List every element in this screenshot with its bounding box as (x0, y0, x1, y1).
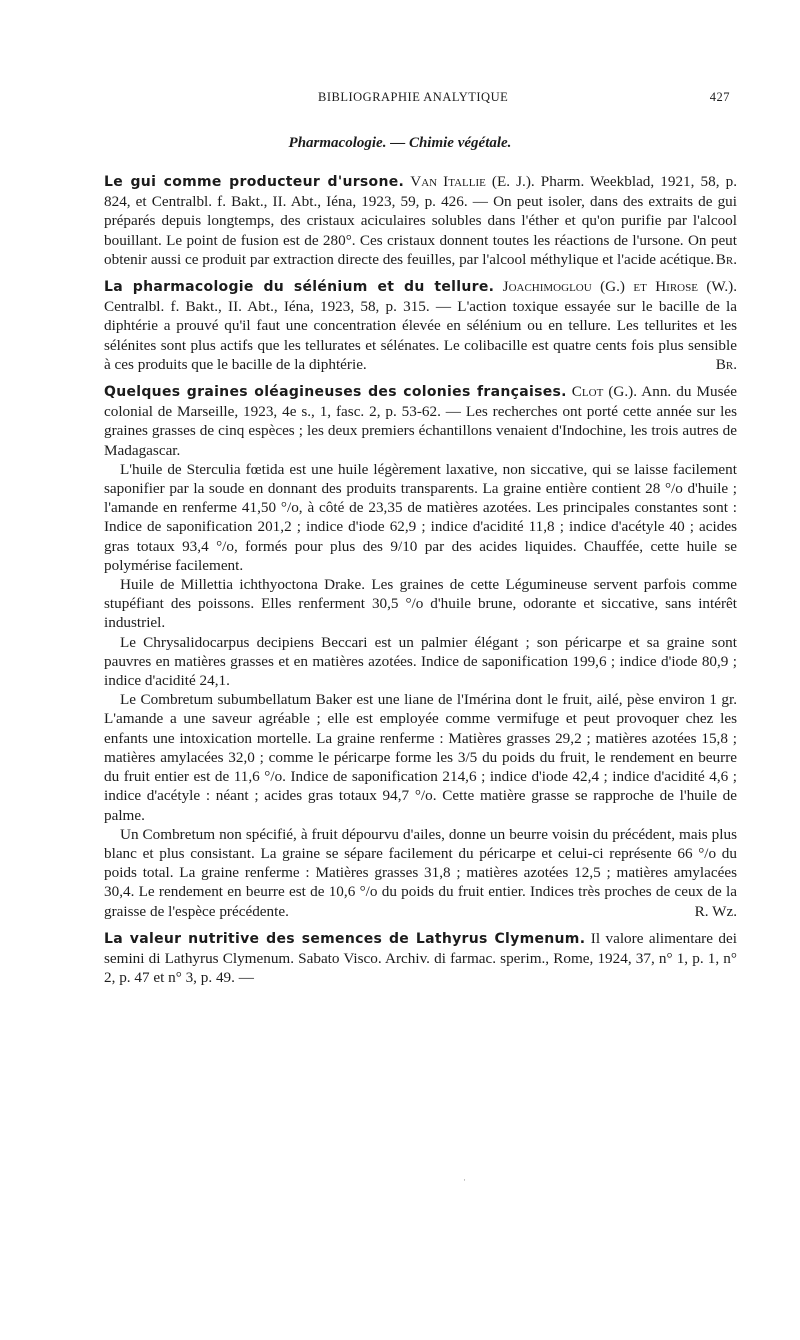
entry-signature: Br. (715, 355, 737, 373)
paragraph-millettia: Huile de Millettia ichthyoctona Drake. Les graines de cette Légumineuse servent parfois comme stupéfiant des poissons. Elles renferment 30,5 °/o d'huile brune, odorante et siccative, sans intérêt industriel. (104, 576, 737, 632)
running-header (100, 90, 730, 108)
entry-author: Il valore alimentare dei semini di Lathyrus Clymenum. Sabato Visco. (104, 929, 737, 967)
entry-title: La pharmacologie du sélénium et du tellure. (104, 279, 495, 296)
article-body (104, 172, 737, 995)
entry-title: Le gui comme producteur d'ursone. (104, 174, 405, 190)
entry-head (104, 382, 737, 460)
entry-author: Clot (G.). (571, 383, 638, 401)
entry-selenium (104, 277, 737, 374)
entry-graines (104, 382, 737, 921)
entry-author: Joachimoglou (G.) et Hirose (W.). (502, 278, 737, 296)
paragraph-chrysalidocarpus: Le Chrysalidocarpus decipiens Beccari est un palmier élégant ; son péricarpe et sa graine sont pauvres en matières grasses et en matières azotées. Indice de saponification 199,6 ; indice d'iode 80,9 ; indice d'acidité 24,1. (104, 633, 737, 690)
paragraph-combretum-unspecified (104, 825, 737, 921)
entry-citation: Centralbl. f. Bakt., II. Abt., Iéna, 1923, 58, p. 315. (104, 298, 430, 316)
section-heading: Pharmacologie. — Chimie végétale. (288, 135, 512, 151)
entry-text: — Les recherches ont porté cette année sur les graines grasses de cinq espèces ; les deux premiers échantillons venaient d'Indochine, les trois autres de Madagascar. (104, 403, 737, 459)
entry-text: — L'action toxique essayée sur le bacille de la diphtérie a prouvé qu'il faut une concentration élevée en sélénium ou en tellure. Les tellurites et les sélénites sont plus actifs que les tellurates et sélénates. Le colibacille est quatre cents fois plus sensible à ces produits que le bacille de la diphtérie. (104, 298, 737, 373)
entry-text: — On peut isoler, dans des extraits de gui préparés depuis longtemps, des cristaux aciculaires solubles dans l'éther et qu'on purifie par l'alcool bouillant. Le point de fusion est de 280°. Ces cristaux donnent toutes les réactions de l'ursone. On peut obtenir aussi ce produit par extraction directe des feuilles, par l'alcool méthylique et l'acide acétique. (104, 193, 737, 268)
entry-citation: Ann. du Musée colonial de Marseille, 1923, 4e s., 1, fasc. 2, p. 53-62. (104, 383, 737, 421)
page-number: 427 (709, 90, 730, 104)
entry-citation: Pharm. Weekblad, 1921, 58, p. 824, et Centralbl. f. Bakt., II. Abt., Iéna, 1923, 59, p. 426. (104, 173, 737, 211)
entry-title: La valeur nutritive des semences de Lathyrus Clymenum. (104, 930, 586, 947)
running-title: BIBLIOGRAPHIE ANALYTIQUE (318, 90, 509, 104)
paragraph-sterculia: L'huile de Sterculia fœtida est une huile légèrement laxative, non siccative, qui se laisse facilement saponifier par la soude en donnant des produits transparents. La graine entière contient 28 °/o d'huile ; l'amande en renferme 41,50 °/o, à côté de 23,35 de matières azotées. Les principales constantes sont : Indice de saponification 201,2 ; indice d'iode 62,9 ; indice d'acidité 11,8 ; indice d'acétyle 40 ; acides gras totaux 93,4 °/o, formés pour plus des 9/10 par des acides liquides. Chauffée, cette huile se polymérise facilement. (104, 460, 737, 574)
entry-citation: Archiv. di farmac. sperim., Rome, 1924, 37, n° 1, p. 1, n° 2, p. 47 et n° 3, p. 49. — (104, 949, 737, 987)
paragraph-text: Un Combretum non spécifié, à fruit dépourvu d'ailes, donne un beurre voisin du précédent, mais plus blanc et plus consistant. La graine se sépare facilement du péricarpe et celui-ci représente 66 °/o du poids total. La graine renferme : Matières grasses 31,8 ; matières azotées 12,5 ; matières amylacées 30,4. Le rendement en beurre est de 10,6 °/o du poids du fruit entier. Indices très proches de ceux de la graisse de l'espèce précédente. (104, 825, 737, 920)
entry-author: Van Itallie (E. J.). (410, 173, 535, 190)
entry-ursone (104, 172, 737, 269)
entry-signature: Br. (715, 250, 737, 268)
paragraph-combretum: Le Combretum subumbellatum Baker est une liane de l'Imérina dont le fruit, ailé, pèse environ 1 gr. L'amande a une saveur agréable ; elle est employée comme vermifuge et peut provoquer chez les enfants une intoxication mortelle. La graine renferme : Matières grasses 29,2 ; matières azotées 15,8 ; matières amylacées 32,0 ; comme le péricarpe forme les 3/5 du poids du fruit, le rendement en beurre du fruit entier est de 11,6 °/o. Indice de saponification 214,6 ; indice d'iode 42,4 ; indice d'acidité 4,6 ; indice d'acétyle : néant ; acides gras totaux 94,7 °/o. Cette matière grasse se rapproche de l'huile de palme. (104, 691, 737, 824)
entry-title: Quelques graines oléagineuses des colonies françaises. (104, 384, 567, 401)
entry-signature: R. Wz. (694, 902, 737, 920)
entry-lathyrus (104, 929, 737, 988)
speck: · (463, 1175, 466, 1185)
